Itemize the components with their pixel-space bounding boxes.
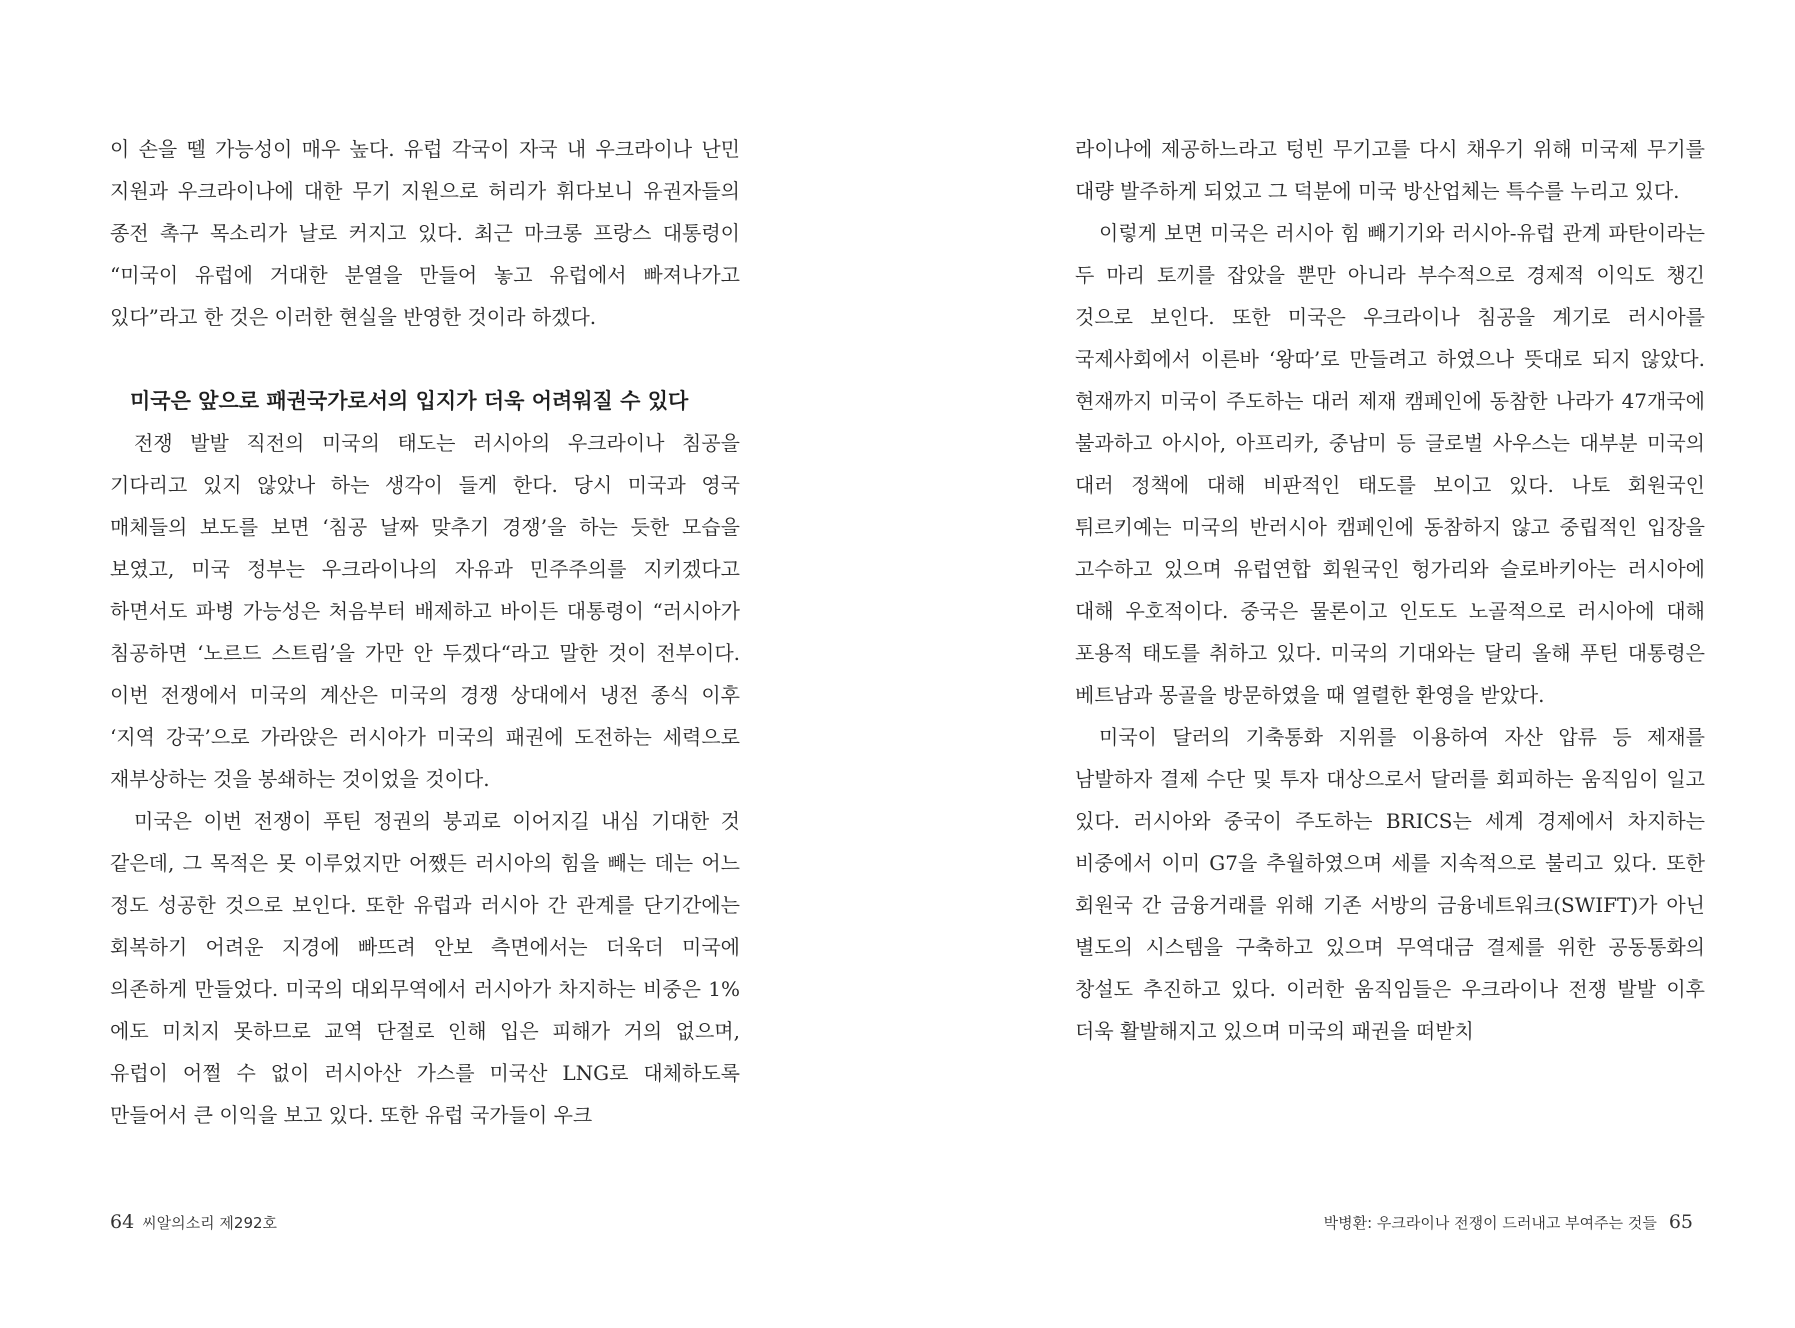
paragraph: 미국은 이번 전쟁이 푸틴 정권의 붕괴로 이어지길 내심 기대한 것 같은데, 그 목적은 못 이루었지만 어쨌든 러시아의 힘을 빼는 데는 어느 정도 성공한 것으로 보인다. 또한 유럽과 러시아 간 관계를 단기간에는 회복하기 어려운 지경에 빠뜨려 안보 측면에서는 더욱더 미국에 의존하게 만들었다. 미국의 대외무역에서 러시아가 차지하는 비중은 1%에도 미치지 못하므로 교역 단절로 인해 입은 피해가 거의 없으며, 유럽이 어쩔 수 없이 러시아산 가스를 미국산 LNG로 대체하도록 만들어서 큰 이익을 보고 있다. 또한 유럽 국가들이 우크 xyxy=(110,809,740,1127)
paragraph: 라이나에 제공하느라고 텅빈 무기고를 다시 채우기 위해 미국제 무기를 대량 발주하게 되었고 그 덕분에 미국 방산업체는 특수를 누리고 있다. xyxy=(1075,137,1705,203)
paragraph: 미국이 달러의 기축통화 지위를 이용하여 자산 압류 등 제재를 남발하자 결제 수단 및 투자 대상으로서 달러를 회피하는 움직임이 일고 있다. 러시아와 중국이 주도하는 BRICS는 세계 경제에서 차지하는 비중에서 이미 G7을 추월하였으며 세를 지속적으로 불리고 있다. 또한 회원국 간 금융거래를 위해 기존 서방의 금융네트워크(SWIFT)가 아닌 별도의 시스템을 구축하고 있으며 무역대금 결제를 위한 공동통화의 창설도 추진하고 있다. 이러한 움직임들은 우크라이나 전쟁 발발 이후 더욱 활발해지고 있으며 미국의 패권을 떠받치 xyxy=(1075,725,1705,1043)
running-head: 박병환: 우크라이나 전쟁이 드러내고 부여주는 것들 xyxy=(1323,1214,1657,1232)
running-head: 씨알의소리 제292호 xyxy=(142,1214,278,1232)
left-body-text xyxy=(110,128,740,1136)
page-number: 64 xyxy=(110,1211,135,1233)
left-footer xyxy=(110,1208,277,1237)
right-footer xyxy=(1324,1208,1693,1237)
paragraph: 전쟁 발발 직전의 미국의 태도는 러시아의 우크라이나 침공을 기다리고 있지 않았나 하는 생각이 들게 한다. 당시 미국과 영국 매체들의 보도를 보면 ‘침공 날짜 맞추기 경쟁’을 하는 듯한 모습을 보였고, 미국 정부는 우크라이나의 자유과 민주주의를 지키겠다고 하면서도 파병 가능성은 처음부터 배제하고 바이든 대통령이 “러시아가 침공하면 ‘노르드 스트림’을 가만 안 두겠다“라고 말한 것이 전부이다. 이번 전쟁에서 미국의 계산은 미국의 경쟁 상대에서 냉전 종식 이후 ‘지역 강국’으로 가라앉은 러시아가 미국의 패권에 도전하는 세력으로 재부상하는 것을 봉쇄하는 것이었을 것이다. xyxy=(110,431,740,791)
section-heading: 미국은 앞으로 패권국가로서의 입지가 더욱 어려워질 수 있다 xyxy=(130,389,689,413)
right-body-text xyxy=(1075,128,1705,1052)
right-page xyxy=(898,0,1795,1328)
paragraph: 이렇게 보면 미국은 러시아 힘 빼기기와 러시아-유럽 관계 파탄이라는 두 마리 토끼를 잡았을 뿐만 아니라 부수적으로 경제적 이익도 챙긴 것으로 보인다. 또한 미국은 우크라이나 침공을 계기로 러시아를 국제사회에서 이른바 ‘왕따’로 만들려고 하였으나 뜻대로 되지 않았다. 현재까지 미국이 주도하는 대러 제재 캠페인에 동참한 나라가 47개국에 불과하고 아시아, 아프리카, 중남미 등 글로벌 사우스는 대부분 미국의 대러 정책에 대해 비판적인 태도를 보이고 있다. 나토 회원국인 튀르키예는 미국의 반러시아 캠페인에 동참하지 않고 중립적인 입장을 고수하고 있으며 유럽연합 회원국인 헝가리와 슬로바키아는 러시아에 대해 우호적이다. 중국은 물론이고 인도도 노골적으로 러시아에 대해 포용적 태도를 취하고 있다. 미국의 기대와는 달리 올해 푸틴 대통령은 베트남과 몽골을 방문하였을 때 열렬한 환영을 받았다. xyxy=(1075,221,1705,707)
left-page xyxy=(0,0,897,1328)
page-number: 65 xyxy=(1668,1211,1693,1233)
paragraph: 이 손을 뗄 가능성이 매우 높다. 유럽 각국이 자국 내 우크라이나 난민 지원과 우크라이나에 대한 무기 지원으로 허리가 휘다보니 유권자들의 종전 촉구 목소리가 날로 커지고 있다. 최근 마크롱 프랑스 대통령이 “미국이 유럽에 거대한 분열을 만들어 놓고 유럽에서 빠져나가고 있다”라고 한 것은 이러한 현실을 반영한 것이라 하겠다. xyxy=(110,137,740,329)
